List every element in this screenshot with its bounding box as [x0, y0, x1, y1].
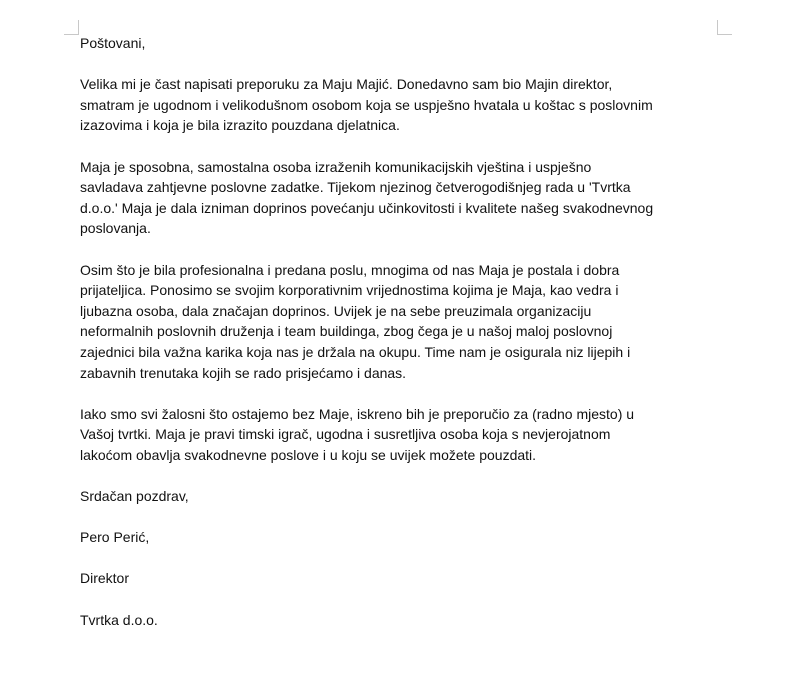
salutation: Poštovani, [80, 35, 146, 51]
text-line: Velika mi je čast napisati preporuku za Maju Majić. Donedavno sam bio Majin direktor, [80, 76, 613, 93]
paragraph-1 [80, 74, 730, 136]
text-line: ljubazna osoba, dala značajan doprinos. Uvijek je na sebe preuzimala organizaciju [80, 302, 592, 319]
text-line: Vašoj tvrtki. Maja je pravi timski igrač, ugodna i susretljiva osoba koja s nevjerojatnom [80, 426, 611, 443]
text-line: lakoćom obavlja svakodnevne poslove i u koju se uvijek možete pouzdati. [80, 446, 537, 463]
text-line: Maja je sposobna, samostalna osoba izraženih komunikacijskih vještina i uspješno [80, 158, 592, 175]
text-line: smatram je ugodnom i velikodušnom osobom koja se uspješno hvatala u koštac s poslovnim [80, 96, 653, 113]
paragraph-2 [80, 157, 730, 239]
text-line: zajednici bila važna karika koja nas je držala na okupu. Time nam je osigurala niz lijepih i [80, 343, 631, 360]
text-line: Osim što je bila profesionalna i predana poslu, mnogima od nas Maja je postala i dobra [80, 261, 620, 278]
signature-company: Tvrtka d.o.o. [80, 611, 158, 628]
text-line: prijateljica. Ponosimo se svojim korporativnim vrijednostima kojima je Maja, kao vedra i [80, 282, 619, 299]
paragraph-3 [80, 260, 730, 384]
text-line: d.o.o.' Maja je dala izniman doprinos povećanju učinkovitosti i kvalitete našeg svakodnevnog [80, 199, 654, 216]
signature-name: Pero Perić, [80, 529, 150, 546]
text-line: izazovima i koja je bila izrazito pouzdana djelatnica. [80, 117, 400, 134]
text-line: savladava zahtjevne poslovne zadatke. Tijekom njezinog četverogodišnjeg rada u 'Tvrtka [80, 179, 631, 196]
text-line: Iako smo svi žalosni što ostajemo bez Maje, iskreno bih je preporučio za (radno mjesto) u [80, 405, 635, 422]
top-left-margin-mark [64, 20, 79, 35]
text-line: zabavnih trenutaka kojih se rado prisjećamo i danas. [80, 364, 407, 381]
signature-title: Direktor [80, 570, 130, 587]
paragraph-4 [80, 404, 730, 466]
text-line: neformalnih poslovnih druženja i team buildinga, zbog čega je u našoj maloj poslovnoj [80, 323, 613, 340]
closing: Srdačan pozdrav, [80, 488, 189, 505]
document-body[interactable] [80, 33, 730, 651]
text-line: poslovanja. [80, 220, 151, 237]
